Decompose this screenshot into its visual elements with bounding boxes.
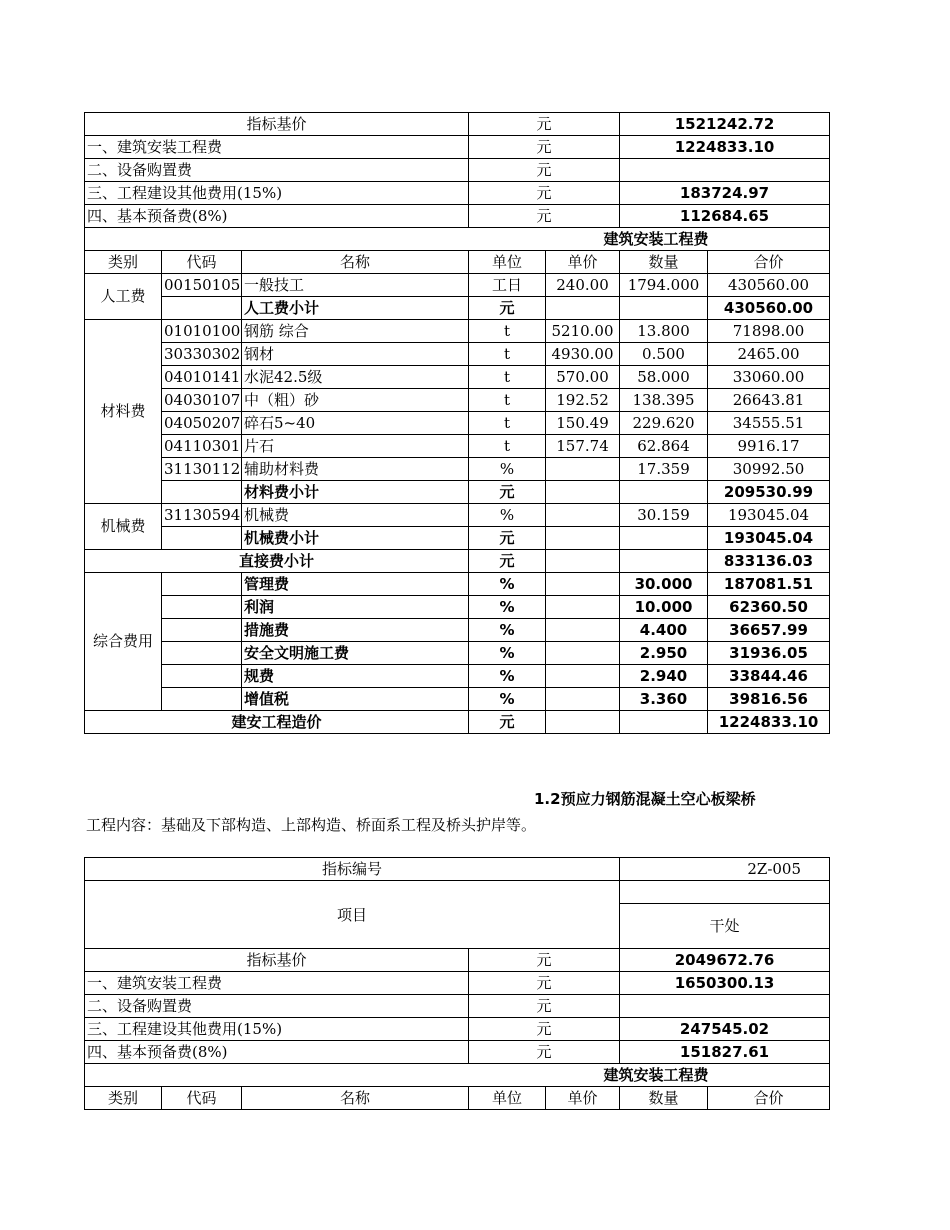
item-name: 钢材 xyxy=(242,343,469,366)
item-total: 26643.81 xyxy=(708,389,830,412)
category-comprehensive: 综合费用 xyxy=(85,573,162,711)
item-price: 157.74 xyxy=(546,435,620,458)
table-row xyxy=(85,389,830,412)
item-qty: 62.864 xyxy=(620,435,708,458)
fee-rate: 2.950 xyxy=(620,642,708,665)
item-qty: 138.395 xyxy=(620,389,708,412)
header-total: 合价 xyxy=(708,251,830,274)
item-qty: 1794.000 xyxy=(620,274,708,297)
fee-unit: % xyxy=(469,665,546,688)
grand-total-unit: 元 xyxy=(469,711,546,734)
summary-label: 指标基价 xyxy=(85,113,469,136)
header-qty: 数量 xyxy=(620,1087,708,1110)
item-total: 34555.51 xyxy=(708,412,830,435)
fee-total: 39816.56 xyxy=(708,688,830,711)
summary-row xyxy=(85,159,830,182)
item-unit: t xyxy=(469,366,546,389)
summary-row xyxy=(85,995,830,1018)
summary-value: 1650300.13 xyxy=(620,972,830,995)
table-row xyxy=(85,458,830,481)
fee-total: 36657.99 xyxy=(708,619,830,642)
subtotal-name: 材料费小计 xyxy=(242,481,469,504)
item-name: 钢筋 综合 xyxy=(242,320,469,343)
table-row xyxy=(85,504,830,527)
item-unit: t xyxy=(469,343,546,366)
fee-rate: 4.400 xyxy=(620,619,708,642)
subtotal-row xyxy=(85,297,830,320)
table-row xyxy=(85,366,830,389)
section-header: 建筑安装工程费 xyxy=(603,1066,709,1084)
table-row xyxy=(85,688,830,711)
category-material: 材料费 xyxy=(85,320,162,504)
fee-total: 33844.46 xyxy=(708,665,830,688)
header-unit: 单位 xyxy=(469,251,546,274)
item-code: 00150105 xyxy=(162,274,242,297)
summary-value: 1521242.72 xyxy=(620,113,830,136)
item-qty: 0.500 xyxy=(620,343,708,366)
section-header-row xyxy=(85,1064,830,1087)
item-label: 项目 xyxy=(85,881,620,949)
summary-unit: 元 xyxy=(469,1018,620,1041)
item-code: 31130112 xyxy=(162,458,242,481)
header-category: 类别 xyxy=(85,1087,162,1110)
summary-label: 三、工程建设其他费用(15%) xyxy=(85,182,469,205)
header-qty: 数量 xyxy=(620,251,708,274)
item-unit: % xyxy=(469,458,546,481)
grand-total-value: 1224833.10 xyxy=(708,711,830,734)
header-total: 合价 xyxy=(708,1087,830,1110)
item-name: 辅助材料费 xyxy=(242,458,469,481)
item-total: 33060.00 xyxy=(708,366,830,389)
summary-unit: 元 xyxy=(469,182,620,205)
item-code: 04030107 xyxy=(162,389,242,412)
item-qty: 17.359 xyxy=(620,458,708,481)
item-name: 水泥42.5级 xyxy=(242,366,469,389)
summary-value: 112684.65 xyxy=(620,205,830,228)
table-row xyxy=(85,274,830,297)
table-row xyxy=(85,665,830,688)
index-table-2 xyxy=(84,857,830,1110)
summary-value: 151827.61 xyxy=(620,1041,830,1064)
summary-value xyxy=(620,995,830,1018)
summary-unit: 元 xyxy=(469,205,620,228)
grand-total-row xyxy=(85,711,830,734)
table-row xyxy=(85,573,830,596)
fee-name: 增值税 xyxy=(242,688,469,711)
item-price xyxy=(546,458,620,481)
item-row xyxy=(85,881,830,904)
fee-name: 措施费 xyxy=(242,619,469,642)
item-total: 30992.50 xyxy=(708,458,830,481)
subtotal-total: 193045.04 xyxy=(708,527,830,550)
item-price: 5210.00 xyxy=(546,320,620,343)
fee-name: 安全文明施工费 xyxy=(242,642,469,665)
column-header-row xyxy=(85,251,830,274)
summary-label: 二、设备购置费 xyxy=(85,159,469,182)
fee-name: 利润 xyxy=(242,596,469,619)
summary-label: 四、基本预备费(8%) xyxy=(85,205,469,228)
summary-unit: 元 xyxy=(469,136,620,159)
summary-label: 四、基本预备费(8%) xyxy=(85,1041,469,1064)
direct-cost-unit: 元 xyxy=(469,550,546,573)
summary-unit: 元 xyxy=(469,949,620,972)
column-header-row xyxy=(85,1087,830,1110)
fee-rate: 30.000 xyxy=(620,573,708,596)
subtotal-total: 430560.00 xyxy=(708,297,830,320)
index-code-row xyxy=(85,858,830,881)
summary-label: 指标基价 xyxy=(85,949,469,972)
direct-cost-row xyxy=(85,550,830,573)
subtotal-row xyxy=(85,527,830,550)
header-price: 单价 xyxy=(546,251,620,274)
summary-unit: 元 xyxy=(469,159,620,182)
summary-row xyxy=(85,1018,830,1041)
item-price xyxy=(546,504,620,527)
fee-unit: % xyxy=(469,596,546,619)
item-qty: 58.000 xyxy=(620,366,708,389)
fee-total: 31936.05 xyxy=(708,642,830,665)
item-code: 31130594 xyxy=(162,504,242,527)
header-name: 名称 xyxy=(242,251,469,274)
item-code: 01010100 xyxy=(162,320,242,343)
summary-value: 183724.97 xyxy=(620,182,830,205)
item-total: 430560.00 xyxy=(708,274,830,297)
item-name: 一般技工 xyxy=(242,274,469,297)
item-price: 192.52 xyxy=(546,389,620,412)
table-row xyxy=(85,435,830,458)
item-code: 04050207 xyxy=(162,412,242,435)
summary-label: 一、建筑安装工程费 xyxy=(85,136,469,159)
summary-row xyxy=(85,113,830,136)
fee-unit: % xyxy=(469,688,546,711)
subtotal-total: 209530.99 xyxy=(708,481,830,504)
item-code: 04110301 xyxy=(162,435,242,458)
summary-value: 247545.02 xyxy=(620,1018,830,1041)
item-price: 4930.00 xyxy=(546,343,620,366)
item-qty: 30.159 xyxy=(620,504,708,527)
grand-total-name: 建安工程造价 xyxy=(85,711,469,734)
fee-unit: % xyxy=(469,642,546,665)
item-name: 碎石5~40 xyxy=(242,412,469,435)
summary-row xyxy=(85,182,830,205)
header-code: 代码 xyxy=(162,251,242,274)
subtotal-unit: 元 xyxy=(469,481,546,504)
item-price: 570.00 xyxy=(546,366,620,389)
subtotal-name: 机械费小计 xyxy=(242,527,469,550)
summary-value xyxy=(620,159,830,182)
section-description: 工程内容：基础及下部构造、上部构造、桥面系工程及桥头护岸等。 xyxy=(86,816,537,834)
fee-name: 规费 xyxy=(242,665,469,688)
item-price: 150.49 xyxy=(546,412,620,435)
summary-value: 2049672.76 xyxy=(620,949,830,972)
summary-row xyxy=(85,1041,830,1064)
item-code: 04010141 xyxy=(162,366,242,389)
summary-label: 二、设备购置费 xyxy=(85,995,469,1018)
item-unit: t xyxy=(469,435,546,458)
item-total: 193045.04 xyxy=(708,504,830,527)
table-row xyxy=(85,343,830,366)
summary-label: 三、工程建设其他费用(15%) xyxy=(85,1018,469,1041)
fee-unit: % xyxy=(469,573,546,596)
item-price: 240.00 xyxy=(546,274,620,297)
header-code: 代码 xyxy=(162,1087,242,1110)
direct-cost-total: 833136.03 xyxy=(708,550,830,573)
fee-total: 62360.50 xyxy=(708,596,830,619)
summary-unit: 元 xyxy=(469,113,620,136)
section-title: 1.2预应力钢筋混凝土空心板梁桥 xyxy=(534,790,756,808)
subtotal-unit: 元 xyxy=(469,527,546,550)
table-row xyxy=(85,596,830,619)
header-name: 名称 xyxy=(242,1087,469,1110)
fee-rate: 3.360 xyxy=(620,688,708,711)
item-name: 片石 xyxy=(242,435,469,458)
summary-row xyxy=(85,136,830,159)
item-value: 干处 xyxy=(620,904,830,949)
summary-unit: 元 xyxy=(469,1041,620,1064)
summary-row xyxy=(85,972,830,995)
category-machine: 机械费 xyxy=(85,504,162,550)
section-header-row xyxy=(85,228,830,251)
table-row xyxy=(85,412,830,435)
index-label: 指标编号 xyxy=(85,858,620,881)
direct-cost-name: 直接费小计 xyxy=(85,550,469,573)
fee-unit: % xyxy=(469,619,546,642)
index-code: 2Z-005 xyxy=(620,858,830,881)
category-labor: 人工费 xyxy=(85,274,162,320)
item-total: 2465.00 xyxy=(708,343,830,366)
item-qty: 13.800 xyxy=(620,320,708,343)
section-header: 建筑安装工程费 xyxy=(603,230,709,248)
header-category: 类别 xyxy=(85,251,162,274)
index-table-1 xyxy=(84,112,830,734)
table-row xyxy=(85,320,830,343)
item-unit: t xyxy=(469,412,546,435)
subtotal-row xyxy=(85,481,830,504)
fee-rate: 10.000 xyxy=(620,596,708,619)
item-qty: 229.620 xyxy=(620,412,708,435)
item-total: 71898.00 xyxy=(708,320,830,343)
fee-total: 187081.51 xyxy=(708,573,830,596)
table-row xyxy=(85,619,830,642)
item-total: 9916.17 xyxy=(708,435,830,458)
summary-row xyxy=(85,949,830,972)
summary-unit: 元 xyxy=(469,995,620,1018)
item-name: 中（粗）砂 xyxy=(242,389,469,412)
item-unit: 工日 xyxy=(469,274,546,297)
fee-rate: 2.940 xyxy=(620,665,708,688)
item-name: 机械费 xyxy=(242,504,469,527)
header-price: 单价 xyxy=(546,1087,620,1110)
header-unit: 单位 xyxy=(469,1087,546,1110)
item-unit: t xyxy=(469,320,546,343)
summary-unit: 元 xyxy=(469,972,620,995)
fee-name: 管理费 xyxy=(242,573,469,596)
summary-row xyxy=(85,205,830,228)
summary-value: 1224833.10 xyxy=(620,136,830,159)
subtotal-name: 人工费小计 xyxy=(242,297,469,320)
subtotal-unit: 元 xyxy=(469,297,546,320)
item-code: 30330302 xyxy=(162,343,242,366)
summary-label: 一、建筑安装工程费 xyxy=(85,972,469,995)
table-row xyxy=(85,642,830,665)
item-unit: % xyxy=(469,504,546,527)
item-unit: t xyxy=(469,389,546,412)
